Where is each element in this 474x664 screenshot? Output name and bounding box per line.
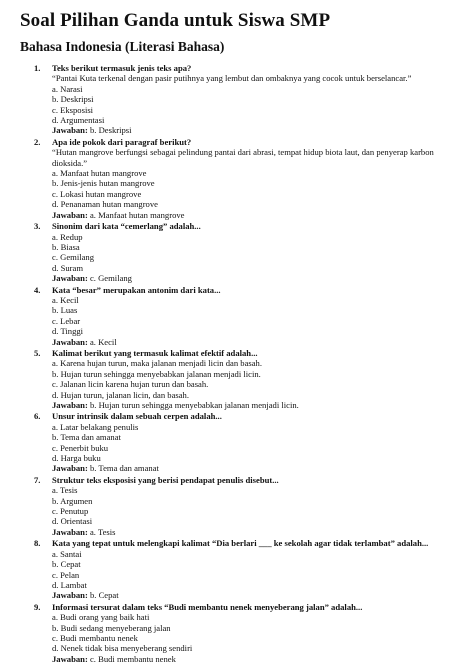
question-stem: Kata “besar” merupakan antonim dari kata...	[52, 284, 221, 295]
answer-option: c. Budi membantu nenek	[52, 632, 138, 643]
answer-option: b. Hujan turun sehingga menyebabkan jalanan menjadi licin.	[52, 368, 261, 379]
answer-option: d. Suram	[52, 262, 84, 273]
answer-line	[52, 463, 460, 473]
answer-option: a. Santai	[52, 548, 82, 559]
question-item	[20, 137, 460, 220]
answer-option: b. Budi sedang menyeberang jalan	[52, 622, 171, 633]
question-quote: “Pantai Kuta terkenal dengan pasir putihnya yang lembut dan ombaknya yang cocok untuk berselancar.”	[52, 73, 412, 84]
answer-line	[52, 654, 460, 664]
answer-value: b. Hujan turun sehingga menyebabkan jalanan menjadi licin.	[89, 400, 299, 410]
answer-option: c. Eksposisi	[52, 104, 94, 115]
question-stem: Informasi tersurat dalam teks “Budi membantu nenek menyeberang jalan” adalah...	[52, 601, 363, 612]
answer-value: b. Tema dan amanat	[89, 463, 159, 474]
question-number: 9.	[34, 601, 41, 612]
answer-option: b. Luas	[52, 305, 78, 316]
answer-option: c. Lokasi hutan mangrove	[52, 188, 142, 199]
answer-line	[52, 590, 460, 600]
question-number: 5.	[34, 347, 41, 358]
question-stem: Teks berikut termasuk jenis teks apa?	[52, 63, 192, 73]
question-quote: “Hutan mangrove berfungsi sebagai pelindung pantai dari abrasi, tempat hidup biota laut, dan penyerap karbon dioksida.”	[52, 147, 434, 168]
answer-option: b. Jenis-jenis hutan mangrove	[52, 178, 155, 189]
answer-label: Jawaban:	[52, 590, 88, 601]
question-number: 7.	[34, 474, 41, 485]
answer-line	[52, 125, 460, 135]
question-stem: Unsur intrinsik dalam sebuah cerpen adalah...	[52, 411, 222, 422]
answer-option: a. Latar belakang penulis	[52, 421, 139, 432]
answer-label: Jawaban:	[52, 125, 88, 136]
answer-value: b. Deskripsi	[89, 125, 132, 136]
answer-option: a. Tesis	[52, 485, 78, 496]
question-number: 3.	[34, 221, 41, 232]
answer-value: c. Gemilang	[89, 273, 132, 284]
question-stem: Apa ide pokok dari paragraf berikut?	[52, 136, 192, 147]
answer-option: b. Tema dan amanat	[52, 432, 121, 443]
answer-option: a. Karena hujan turun, maka jalanan menjadi licin dan basah.	[52, 358, 262, 369]
answer-label: Jawaban:	[52, 653, 88, 664]
answer-option: d. Hujan turun, jalanan licin, dan basah.	[52, 389, 189, 400]
answer-option: d. Tinggi	[52, 326, 84, 337]
answer-option: b. Deskripsi	[52, 94, 94, 105]
answer-label: Jawaban:	[52, 526, 88, 537]
answer-option: d. Nenek tidak bisa menyeberang sendiri	[52, 643, 193, 654]
answer-option: c. Jalanan licin karena hujan turun dan basah.	[52, 379, 209, 390]
answer-label: Jawaban:	[52, 463, 88, 474]
question-number: 2.	[34, 136, 41, 147]
answer-option: c. Penerbit buku	[52, 442, 109, 453]
answer-value: a. Tesis	[89, 526, 116, 537]
answer-value: a. Kecil	[89, 336, 117, 347]
answer-option: a. Manfaat hutan mangrove	[52, 168, 147, 179]
answer-label: Jawaban:	[52, 336, 88, 347]
answer-value: c. Budi membantu nenek	[89, 653, 176, 664]
answer-option: b. Cepat	[52, 559, 81, 570]
question-stem: Struktur teks eksposisi yang berisi pendapat penulis disebut...	[52, 474, 279, 485]
answer-line	[52, 527, 460, 537]
question-stem: Kalimat berikut yang termasuk kalimat efektif adalah...	[52, 347, 258, 358]
question-list	[20, 63, 460, 664]
answer-option: d. Lambat	[52, 579, 87, 590]
answer-line	[52, 273, 460, 283]
answer-option: c. Gemilang	[52, 252, 94, 263]
question-number: 6.	[34, 411, 41, 422]
answer-option: a. Narasi	[52, 83, 83, 94]
answer-label: Jawaban:	[52, 273, 88, 284]
question-item	[20, 602, 460, 664]
answer-option: a. Budi orang yang baik hati	[52, 612, 150, 623]
answer-option: d. Penanaman hutan mangrove	[52, 199, 158, 210]
answer-value: b. Cepat	[89, 590, 119, 601]
question-item	[20, 221, 460, 283]
question-number: 8.	[34, 538, 41, 549]
answer-option: c. Penutup	[52, 506, 89, 517]
question-stem: Kata yang tepat untuk melengkapi kalimat “Dia berlari ___ ke sekolah agar tidak terlambat” adalah...	[52, 538, 429, 549]
question-number: 1.	[34, 63, 41, 73]
answer-line	[52, 337, 460, 347]
answer-label: Jawaban:	[52, 209, 88, 220]
answer-option: b. Argumen	[52, 495, 93, 506]
answer-line	[52, 400, 460, 410]
answer-option: d. Orientasi	[52, 516, 93, 527]
question-item	[20, 411, 460, 473]
answer-option: a. Redup	[52, 231, 83, 242]
answer-label: Jawaban:	[52, 400, 88, 410]
answer-line	[52, 210, 460, 220]
question-item	[20, 475, 460, 537]
question-number: 4.	[34, 284, 41, 295]
answer-option: d. Argumentasi	[52, 115, 105, 126]
question-item	[20, 285, 460, 347]
answer-option: d. Harga buku	[52, 453, 101, 464]
question-item	[20, 348, 460, 410]
answer-value: a. Manfaat hutan mangrove	[89, 209, 185, 220]
section-heading: Bahasa Indonesia (Literasi Bahasa)	[20, 39, 225, 54]
answer-option: c. Lebar	[52, 315, 81, 326]
answer-option: b. Biasa	[52, 241, 80, 252]
page-title: Soal Pilihan Ganda untuk Siswa SMP	[20, 10, 331, 31]
question-item	[20, 538, 460, 600]
answer-option: a. Kecil	[52, 294, 79, 305]
answer-option: c. Pelan	[52, 569, 80, 580]
question-item	[20, 63, 460, 136]
question-stem: Sinonim dari kata “cemerlang” adalah...	[52, 221, 201, 232]
